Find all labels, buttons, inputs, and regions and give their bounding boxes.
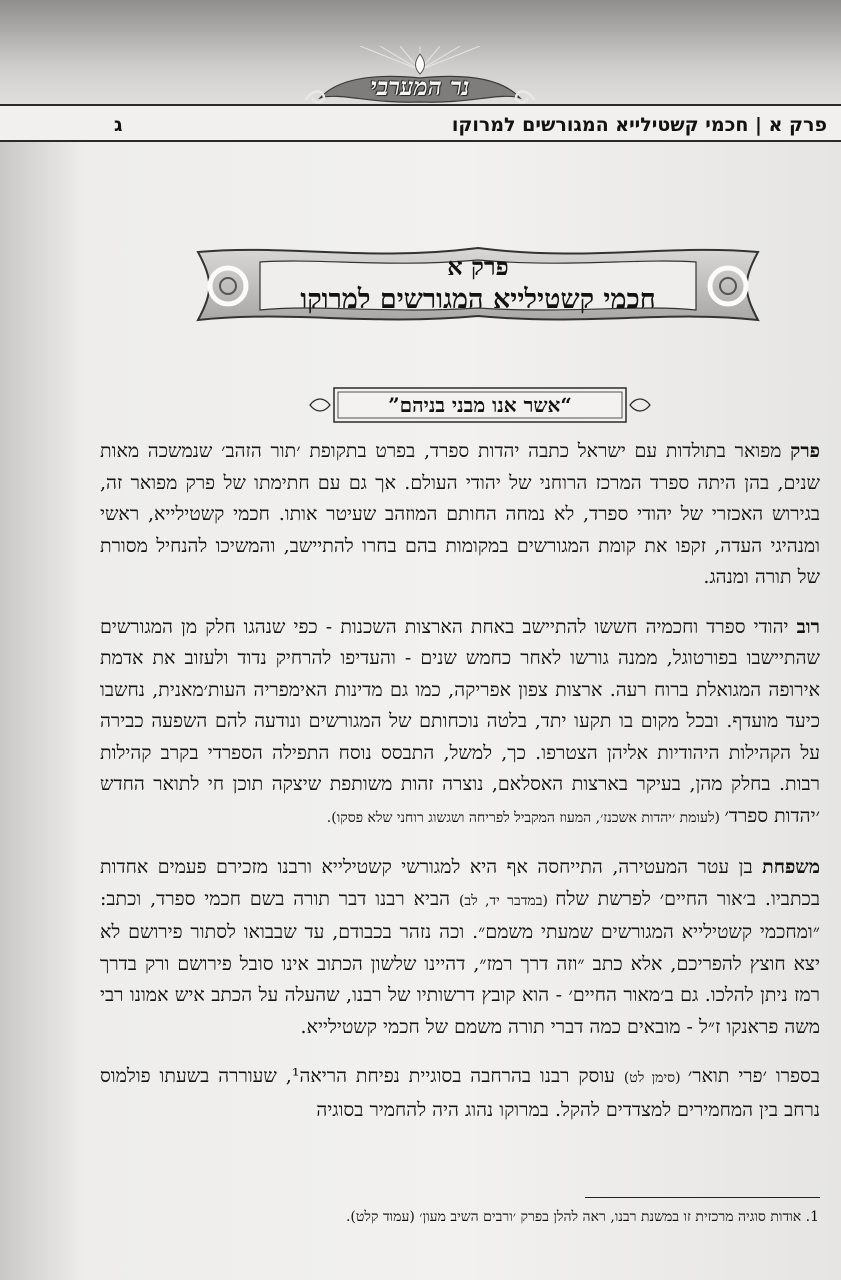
paragraph-2 — [100, 612, 820, 835]
chapter-label: פרק א — [447, 252, 509, 281]
page-number: ג — [114, 114, 123, 136]
paragraph-note: (לעומת ׳יהדות אשכנז׳, המעוז המקביל לפריחה ושגשוג רוחני שלא פסקו). — [326, 809, 725, 826]
logo-text: נר המערבי — [370, 72, 470, 101]
source-reference: (במדבר יד, לב) — [458, 892, 556, 909]
footnote-reference: (עמוד קלט). — [345, 1209, 420, 1225]
paragraph-text-continued: הביא רבנו דבר תורה בשם חכמי ספרד, וכתב: ״ומחכמי קשטילייא המגורשים שמעתי משמם״. וכה נזהר בכבודם, עד שבבואו לסתור פירושם לא יצא חוצץ להפריכם, אלא כתב ״וזה דרך רמז״, דהיינו שלשון הכתוב אינו סובל פירושם ורק בדרך רמז ניתן להלכו. גם ב׳מאור החיים׳ - הוא קובץ דרשותיו של רבנו, שהעלה על הכתב איש אמונו רבי משה פראנקו ז״ל - מובאים כמה דברי תורה משמם של חכמי קשטילייא. — [100, 887, 820, 1038]
chapter-banner — [168, 240, 788, 330]
footnote — [99, 1207, 819, 1227]
paragraph-3 — [100, 852, 820, 1043]
footnote-divider — [585, 1197, 820, 1198]
paragraph-1 — [100, 436, 820, 594]
footnote-number: 1. — [805, 1209, 819, 1225]
paragraph-text: בספרו ׳פרי תואר׳ — [687, 1065, 820, 1087]
section-heading-box — [306, 385, 654, 425]
chapter-title: חכמי קשטילייא המגורשים למרוקו — [300, 284, 656, 315]
paragraph-4 — [100, 1061, 820, 1126]
paragraph-text: יהודי ספרד וחכמיה חששו להתיישב באחת הארצות השכנות - כפי שנהגו חלק מן המגורשים שהתיישבו בפורטוגל, ממנה גורשו לאחר כחמש שנים - והעדיפו להרחיק נדוד ולעזוב את אדמת אירופה המגואלת ברוח רעה. ארצות צפון אפריקה, כמו גם מדינות האימפריה העות׳מאנית, נחשבו כיעד מועדף. ובכל מקום בו תקעו יתד, בלטה נוכחותם של המגורשים ונודעה להם השפעה כבירה על הקהילות היהודיות אליהן הצטרפו. כך, למשל, התבסס נוסח התפילה הספרדי בקרב קהילות רבות. בחלק מהן, בעיקר בארצות האסלאם, נוצרה זהות משותפת שיצקה תוכן חי לתואר החדש ׳יהדות ספרד׳ — [100, 615, 820, 827]
paragraph-lead-word: פרק — [790, 440, 820, 462]
footnote-text: אודות סוגיה מרכזית זו במשנת רבנו, ראה להלן בפרק ׳ורבים השיב מעון׳ — [419, 1209, 802, 1225]
running-header — [0, 104, 841, 142]
paragraph-text: מפואר בתולדות עם ישראל כתבה יהדות ספרד, בפרט בתקופת ׳תור הזהב׳ שנמשכה מאות שנים, בהן היתה ספרד המרכז הרוחני של יהודי העולם. אך גם עם חתימתו של פרק מפואר זה, בגירוש האכזרי של יהודי ספרד, לא נמחה החותם המוזהב שעיטר אותו. חכמי קשטילייא, ראשי ומנהיגי העדה, זקפו את קומת המגורשים במקומות בהם בחרו להתיישב, והמשיכו להנחיל מסורת של תורה ומנהג. — [100, 440, 820, 588]
paragraph-text-continued: עוסק רבנו בהרחבה בסוגיית נפיחת הריאה¹, שעוררה בשעתו פולמוס נרחב בין המחמירים למצדדים להקל. במרוקו נהוג היה להחמיר בסוגיה — [100, 1065, 820, 1121]
paragraph-lead-word: רוב — [796, 615, 820, 638]
paragraph-text: בן עטר המעטירה, התייחסה אף היא למגורשי קשטילייא ורבנו מזכירם פעמים אחדות בכתביו. ב׳אור החיים׳ לפרשת שלח — [100, 856, 820, 910]
paragraph-lead-word: משפחת — [762, 856, 820, 878]
section-title: “אשר אנו מבני בניהם” — [388, 393, 572, 417]
running-head-title: פרק א | חכמי קשטילייא המגורשים למרוקו — [451, 114, 827, 136]
body-text — [100, 436, 820, 1144]
source-reference: (סימן לט) — [623, 1070, 688, 1086]
